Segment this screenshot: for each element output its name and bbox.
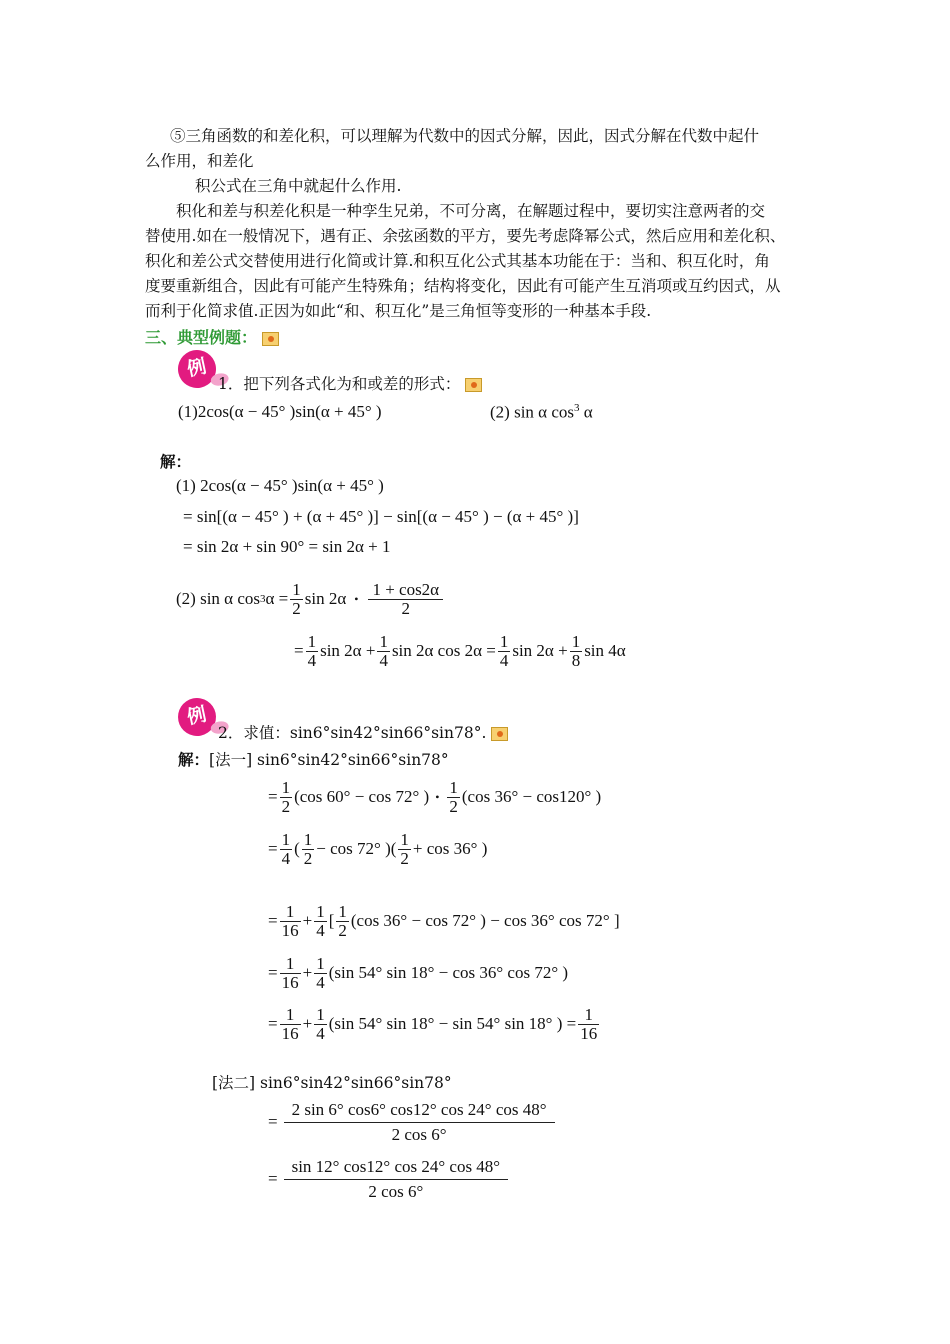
intro-p1-line3: 积公式在三角中就起什么作用. (195, 177, 402, 195)
fraction-quarter: $\frac{1}{4}$ (316, 901, 325, 940)
m1-l3-c: (cos 36° − cos 72° ) − cos 36° cos 72° ] (350, 911, 620, 930)
fraction-quarter: $\frac{1}{4}$ (316, 1004, 325, 1043)
method2-header: [法二] sin6°sin42°sin66°sin78° (212, 1074, 452, 1092)
equals: = (268, 911, 278, 930)
section-title: 三、典型例题： (145, 328, 258, 347)
fraction-sixteenth: $\frac{1}{16}$ (281, 953, 299, 992)
intro-p2-line5: 而利于化简求值.正因为如此“和、积互化”是三角恒等变形的一种基本手段. (145, 302, 652, 320)
intro-p2-line3: 积化和差公式交替使用进行化简或计算.和积互化公式其基本功能在于：当和、积互化时，角 (145, 252, 770, 270)
example-badge-2: 例 (174, 694, 219, 739)
equals: = (268, 1169, 278, 1188)
fraction-quarter: $\frac{1}{4}$ (379, 631, 388, 670)
m1-l2-a: ( (294, 839, 300, 858)
example1-item1: (1)2cos(α − 45° )sin(α + 45° ) (178, 402, 382, 421)
sol2-lhs: (2) sin α cos (176, 589, 260, 608)
m1-l2-c: + cos 36° ) (412, 839, 488, 858)
bullet: • (435, 789, 440, 804)
solution-label-2: 解： (178, 750, 210, 769)
m1-line5 (268, 999, 601, 1049)
m1-line3 (268, 896, 620, 946)
example2-prompt-row (218, 721, 508, 746)
fraction-sixteenth: $\frac{1}{16}$ (580, 1004, 598, 1043)
plus: + (302, 911, 313, 930)
sol2-r4: sin 4α (584, 641, 626, 660)
m1-l4-b: (sin 54° sin 18° − cos 36° cos 72° ) (328, 963, 569, 982)
sol2-line2 (294, 626, 626, 676)
document-icon[interactable] (465, 378, 482, 392)
plus: + (302, 963, 313, 982)
sol2-r3: sin 2α + (512, 641, 568, 660)
equals: = (268, 839, 278, 858)
sol1-line2: = sin[(α − 45° ) + (α + 45° )] − sin[(α − 45° ) − (α + 45° )] (183, 507, 579, 526)
m1-l1-a: (cos 60° − cos 72° ) (294, 787, 430, 806)
example1-item2 (490, 402, 593, 423)
equals: = (268, 1112, 278, 1131)
intro-p2-line4: 度要重新组合，因此有可能产生特殊角；结构将变化，因此有可能产生互消项或互约因式，从 (145, 277, 781, 295)
m2-line2 (268, 1153, 510, 1205)
intro-p2-line1: 积化和差与积差化积是一种孪生兄弟，不可分离，在解题过程中，要切实注意两者的交 (176, 202, 766, 220)
method1-header (178, 747, 449, 773)
m1-l5-b: (sin 54° sin 18° − sin 54° sin 18° ) = (328, 1014, 577, 1033)
sol2-r1: sin 2α + (320, 641, 376, 660)
solution-label-1: 解： (160, 452, 192, 471)
example1-prompt: 1．把下列各式化为和或差的形式： (218, 375, 461, 393)
sol1-line1: (1) 2cos(α − 45° )sin(α + 45° ) (176, 476, 384, 495)
fraction-half: $\frac{1}{2}$ (400, 829, 409, 868)
section-heading (145, 325, 279, 348)
bracket: [ (328, 911, 335, 930)
fraction-half: $\frac{1}{2}$ (303, 829, 313, 868)
equals: = (268, 1014, 278, 1033)
fraction-half: $\frac{1}{2}$ (281, 777, 291, 816)
fraction-sixteenth: $\frac{1}{16}$ (281, 901, 299, 940)
method1-title: [法一] sin6°sin42°sin66°sin78° (209, 751, 449, 769)
example1-prompt-row (218, 372, 482, 397)
sol2-term: sin 2α (304, 589, 347, 608)
document-icon[interactable] (262, 332, 279, 346)
intro-p1-line2: 么作用，和差化 (145, 152, 254, 170)
fraction-eighth: $\frac{1}{8}$ (571, 631, 581, 670)
m1-l2-b: − cos 72° )( (316, 839, 397, 858)
m2-line1 (268, 1096, 557, 1148)
fraction-quarter: $\frac{1}{4}$ (307, 631, 317, 670)
fraction-half: $\frac{1}{2}$ (292, 579, 301, 618)
m1-line2 (268, 824, 487, 874)
fraction-quarter: $\frac{1}{4}$ (316, 953, 325, 992)
sol2-line1 (176, 574, 445, 624)
item2-text: (2) sin α cos (490, 402, 574, 422)
equals: = (294, 641, 304, 660)
intro-p1-line1: ⑤三角函数的和差化积，可以理解为代数中的因式分解，因此，因式分解在代数中起什 (170, 127, 760, 145)
fraction-half: $\frac{1}{2}$ (338, 901, 347, 940)
fraction-quarter: $\frac{1}{4}$ (499, 631, 509, 670)
item2-exponent: 3 (573, 402, 580, 414)
m1-line1 (268, 772, 601, 822)
document-icon[interactable] (491, 727, 508, 741)
sol2-lhs-tail: α = (265, 589, 289, 608)
example2-prompt: 2．求值：sin6°sin42°sin66°sin78°. (218, 724, 487, 742)
fraction-m2-1: $\frac{2 \sin 6^\circ \cos 6^\circ \cos 12^\circ \cos 24^\circ \cos 48^\circ}{2 \cos 6^\circ}$ (284, 1098, 555, 1147)
m1-l1-b: (cos 36° − cos120° ) (461, 787, 602, 806)
fraction-cos: $\frac{1 + \cos 2\alpha}{2}$ (368, 581, 443, 618)
sol1-line3: = sin 2α + sin 90° = sin 2α + 1 (183, 537, 391, 556)
sol2-exponent: 3 (259, 593, 266, 605)
equals: = (268, 963, 278, 982)
fraction-half: $\frac{1}{2}$ (449, 777, 458, 816)
item2-alpha: α (579, 402, 593, 422)
sol2-r2: sin 2α cos 2α = (391, 641, 496, 660)
m1-line4 (268, 948, 568, 998)
fraction-quarter: $\frac{1}{4}$ (281, 829, 291, 868)
fraction-sixteenth: $\frac{1}{16}$ (281, 1004, 299, 1043)
bullet: • (354, 591, 359, 606)
example-badge-1: 例 (174, 346, 219, 391)
fraction-m2-2: $\frac{\sin 12^\circ \cos 12^\circ \cos 24^\circ \cos 48^\circ}{2 \cos 6^\circ}$ (284, 1155, 509, 1204)
intro-p2-line2: 替使用.如在一般情况下，遇有正、余弦函数的平方，要先考虑降幂公式，然后应用和差化积、 (145, 227, 786, 245)
plus: + (302, 1014, 313, 1033)
equals: = (268, 787, 278, 806)
